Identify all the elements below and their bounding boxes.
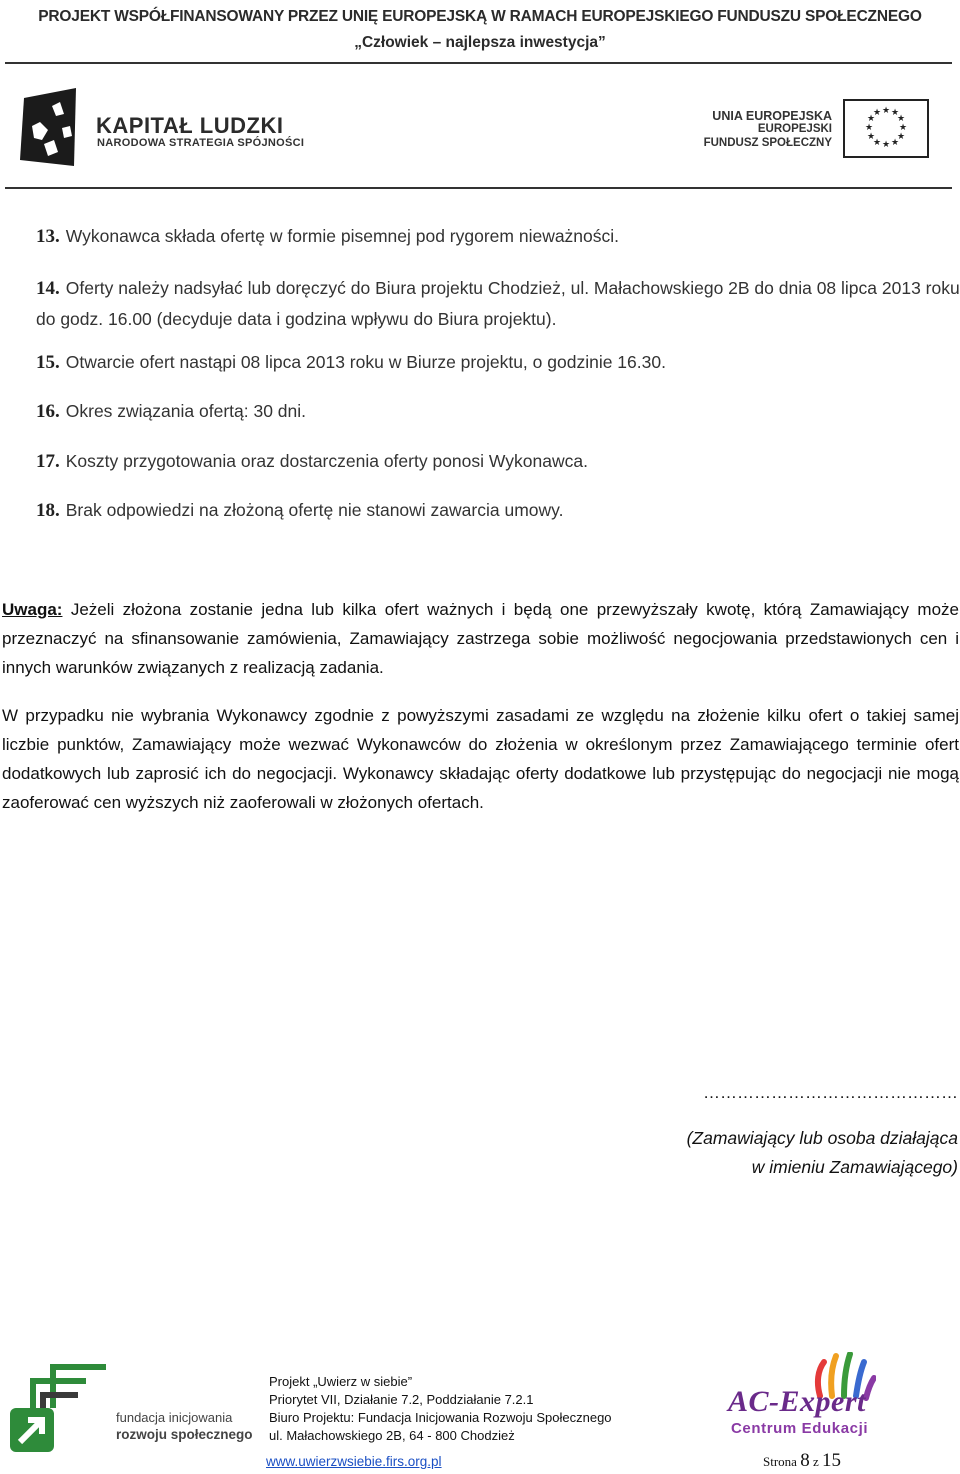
tie-break-paragraph: W przypadku nie wybrania Wykonawcy zgodnie z powyższymi zasadami ze względu na złożenie kilku ofert o takiej samej liczbie punktów, Zamawiający może wezwać Wykonawców do złożenia w określonym przez Zamawiającego terminie ofert dodatkowych lub zaprosić ich do negocjacji. Wykonawcy składając oferty dodatkowe lub przystępując do negocjacji nie mogą zaoferować cen wyższych niż zaoferowali w złożonych ofertach. [2, 706, 959, 812]
page-current: 8 [800, 1450, 810, 1471]
note-label: Uwaga: [2, 600, 63, 619]
footer-project-name: Projekt „Uwierz w siebie” [269, 1374, 413, 1389]
list-item [36, 352, 666, 374]
note-paragraph [2, 595, 959, 682]
list-item-text: Wykonawca składa ofertę w formie pisemnej pod rygorem nieważności. [65, 226, 620, 246]
page-of: z [812, 1454, 819, 1469]
svg-text:★: ★ [872, 138, 882, 148]
list-item-number: 13. [36, 226, 60, 247]
list-item-number: 15. [36, 352, 60, 373]
list-item [36, 226, 619, 248]
header-slogan: „Człowiek – najlepsza inwestycja” [354, 34, 606, 51]
eu-flag-icon [843, 99, 929, 158]
svg-text:★: ★ [866, 114, 876, 124]
list-item-number: 16. [36, 401, 60, 422]
svg-text:★: ★ [864, 123, 874, 133]
list-item-text: Brak odpowiedzi na złożoną ofertę nie stanowi zawarcia umowy. [65, 500, 564, 520]
eu-label-union: UNIA EUROPEJSKA [712, 109, 832, 123]
svg-text:★: ★ [898, 123, 908, 133]
list-item-number: 14. [36, 278, 60, 299]
svg-text:★: ★ [896, 114, 906, 124]
header-divider-top [5, 62, 952, 64]
list-item [36, 500, 563, 522]
svg-text:★: ★ [866, 132, 876, 142]
svg-text:★: ★ [881, 106, 891, 116]
signature-line: ……………………………………… [703, 1083, 958, 1102]
eu-label-european: EUROPEJSKI [757, 123, 832, 135]
list-item [36, 451, 588, 473]
list-item [36, 401, 306, 423]
list-item-text: Otwarcie ofert nastąpi 08 lipca 2013 roku w Biurze projektu, o godzinie 16.30. [65, 352, 666, 372]
kapital-ludzki-subtitle: NARODOWA STRATEGIA SPÓJNOŚCI [97, 137, 305, 149]
svg-text:★: ★ [872, 108, 882, 118]
header-divider-bottom [5, 187, 952, 189]
firs-logo-icon [10, 1362, 106, 1462]
firs-logo-text-line1: fundacja inicjowania [116, 1410, 233, 1425]
kapital-ludzki-logo-icon [18, 86, 80, 168]
svg-text:★: ★ [881, 140, 891, 150]
firs-logo-text-line2: rozwoju społecznego [116, 1427, 253, 1442]
page-number [763, 1450, 841, 1472]
page-label: Strona [763, 1454, 797, 1469]
footer-priority: Priorytet VII, Działanie 7.2, Poddziałanie 7.2.1 [269, 1392, 534, 1407]
note-text: Jeżeli złożona zostanie jedna lub kilka ofert ważnych i będą one przewyższały kwotę, którą Zamawiający może przeznaczyć na sfinansowanie zamówienia, Zamawiający zastrzega sobie możliwość negocjowania przedstawionych cen i innych warunków związanych z realizacją zadania. [2, 600, 959, 677]
list-item [36, 273, 960, 335]
signature-caption-line1: (Zamawiający lub osoba działająca [686, 1128, 958, 1148]
svg-text:★: ★ [896, 132, 906, 142]
ac-expert-logo-title: AC-Expert [728, 1385, 866, 1418]
footer-website-link[interactable]: www.uwierzwsiebie.firs.org.pl [266, 1454, 442, 1469]
list-item-text: Okres związania ofertą: 30 dni. [65, 401, 307, 421]
footer-office: Biuro Projektu: Fundacja Inicjowania Rozwoju Społecznego [269, 1410, 612, 1425]
signature-caption-line2: w imieniu Zamawiającego) [751, 1157, 958, 1177]
page-total: 15 [821, 1450, 841, 1471]
ac-expert-logo-subtitle: Centrum Edukacji [731, 1420, 869, 1437]
list-item-number: 18. [36, 500, 60, 521]
svg-text:★: ★ [890, 138, 900, 148]
list-item-text: Koszty przygotowania oraz dostarczenia oferty ponosi Wykonawca. [65, 451, 588, 471]
list-item-number: 17. [36, 451, 60, 472]
kapital-ludzki-title: KAPITAŁ LUDZKI [96, 113, 284, 138]
eu-label-social-fund: FUNDUSZ SPOŁECZNY [703, 137, 832, 149]
list-item-text: Oferty należy nadsyłać lub doręczyć do Biura projektu Chodzież, ul. Małachowskiego 2B do dnia 08 lipca 2013 roku do godz. 16.00 (decyduje data i godzina wpływu do Biura projektu). [36, 278, 960, 329]
svg-text:★: ★ [890, 108, 900, 118]
header-cofinancing-line: PROJEKT WSPÓŁFINANSOWANY PRZEZ UNIĘ EUROPEJSKĄ W RAMACH EUROPEJSKIEGO FUNDUSZU SPOŁECZNEGO [38, 8, 922, 25]
footer-address: ul. Małachowskiego 2B, 64 - 800 Chodzież [269, 1428, 515, 1443]
